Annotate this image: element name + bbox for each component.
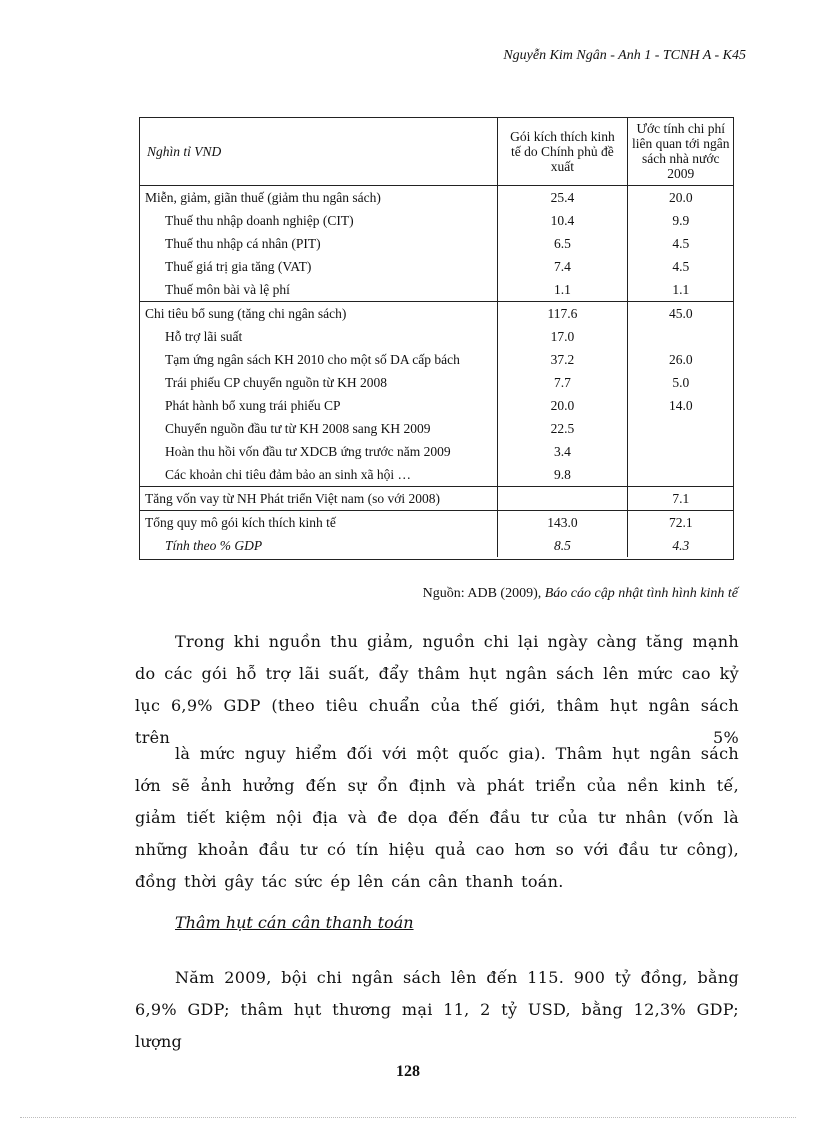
proposed-value: 3.4 xyxy=(498,440,627,463)
budget-cost-value: 4.3 xyxy=(672,538,690,553)
row-label: Tính theo % GDP xyxy=(139,534,498,557)
budget-cost-value: 4.5 xyxy=(672,236,690,251)
table-row xyxy=(139,487,734,511)
row-label: Hoàn thu hồi vốn đầu tư XDCB ứng trước năm 2009 xyxy=(139,440,498,463)
section-heading: Thâm hụt cán cân thanh toán xyxy=(175,913,414,932)
table-row xyxy=(139,463,734,487)
budget-cost-value: 1.1 xyxy=(627,278,734,302)
table-row xyxy=(139,511,734,535)
proposed-value: 1.1 xyxy=(498,278,627,302)
proposed-value: 9.8 xyxy=(498,463,627,487)
row-label: Hỗ trợ lãi suất xyxy=(139,325,498,348)
source-label: Nguồn: xyxy=(422,586,465,601)
budget-cost-value: 5.0 xyxy=(672,375,690,390)
proposed-value: 25.4 xyxy=(498,186,627,210)
budget-cost-value xyxy=(627,417,734,440)
stimulus-table xyxy=(139,117,734,557)
row-label: Thuế thu nhập doanh nghiệp (CIT) xyxy=(139,209,498,232)
table-row xyxy=(139,534,734,557)
proposed-value: 143.0 xyxy=(498,511,627,535)
proposed-value: 8.5 xyxy=(498,534,627,557)
proposed-value: 22.5 xyxy=(498,417,627,440)
proposed-value: 117.6 xyxy=(498,302,627,326)
budget-cost-value: 7.1 xyxy=(627,487,734,511)
budget-cost-header: Ước tính chi phí liên quan tới ngân sách nhà nước 2009 xyxy=(627,117,734,186)
source-note xyxy=(423,586,738,602)
unit-header: Nghìn tỉ VND xyxy=(139,117,498,186)
row-label: Miễn, giảm, giãn thuế (giảm thu ngân sách) xyxy=(139,186,498,210)
budget-cost-value xyxy=(627,325,734,348)
budget-cost-value: 4.5 xyxy=(672,259,690,274)
table-header-row xyxy=(139,117,734,186)
table-row xyxy=(139,209,734,232)
proposed-value: 7.4 xyxy=(498,255,627,278)
table-row xyxy=(139,186,734,210)
table-row xyxy=(139,232,734,255)
paragraph-3: Năm 2009, bội chi ngân sách lên đến 115. 900 tỷ đồng, bằng 6,9% GDP; thâm hụt thương mại 11, 2 tỷ USD, bằng 12,3% GDP; lượng xyxy=(135,968,739,1051)
budget-cost-value: 20.0 xyxy=(668,190,693,205)
table-row xyxy=(139,394,734,417)
table-row xyxy=(139,371,734,394)
row-label: Các khoản chi tiêu đảm bảo an sinh xã hội … xyxy=(139,463,498,487)
budget-cost-value: 14.0 xyxy=(668,398,693,413)
table-row xyxy=(139,325,734,348)
budget-cost-value: 9.9 xyxy=(672,213,690,228)
paragraph-2: là mức nguy hiểm đối với một quốc gia). Thâm hụt ngân sách lớn sẽ ảnh hưởng đến sự ổn định và phát triển của nền kinh tế, giảm tiết kiệm nội địa và đe dọa đến đầu tư của tư nhân (vốn là những khoản đầu tư có tín hiệu quả cao hơn so với đầu tư công), đồng thời gây tác sức ép lên cán cân thanh toán. xyxy=(135,744,739,891)
row-label: Thuế thu nhập cá nhân (PIT) xyxy=(139,232,498,255)
table-row xyxy=(139,302,734,326)
proposed-value: 37.2 xyxy=(498,348,627,371)
row-label: Thuế giá trị gia tăng (VAT) xyxy=(139,255,498,278)
page-footer-rule xyxy=(20,1117,796,1118)
page-number: 128 xyxy=(396,1063,420,1080)
row-label: Tổng quy mô gói kích thích kinh tế xyxy=(139,511,498,535)
budget-cost-value: 45.0 xyxy=(668,306,693,321)
proposed-value: 20.0 xyxy=(498,394,627,417)
budget-cost-value: 26.0 xyxy=(668,352,693,367)
proposed-value: 10.4 xyxy=(498,209,627,232)
proposed-value: 17.0 xyxy=(498,325,627,348)
row-label: Trái phiếu CP chuyển nguồn từ KH 2008 xyxy=(139,371,498,394)
source-org: ADB (2009), xyxy=(464,586,542,601)
running-header: Nguyễn Kim Ngân - Anh 1 - TCNH A - K45 xyxy=(503,48,746,63)
row-label: Chuyển nguồn đầu tư từ KH 2008 sang KH 2009 xyxy=(139,417,498,440)
table-row xyxy=(139,348,734,371)
proposed-value: 7.7 xyxy=(498,371,627,394)
source-title: Báo cáo cập nhật tình hình kinh tế xyxy=(541,586,738,601)
proposed-value xyxy=(498,487,627,511)
row-label: Tạm ứng ngân sách KH 2010 cho một số DA cấp bách xyxy=(139,348,498,371)
paragraph-1: Trong khi nguồn thu giảm, nguồn chi lại ngày càng tăng mạnh do các gói hỗ trợ lãi suất, đẩy thâm hụt ngân sách lên mức cao kỷ lục 6,9% GDP (theo tiêu chuẩn của thế giới, thâm hụt ngân sách trên 5% xyxy=(135,632,739,747)
row-label: Chi tiêu bổ sung (tăng chi ngân sách) xyxy=(139,302,498,326)
table-row xyxy=(139,440,734,463)
table-row xyxy=(139,255,734,278)
row-label: Phát hành bổ xung trái phiếu CP xyxy=(139,394,498,417)
row-label: Tăng vốn vay từ NH Phát triển Việt nam (so với 2008) xyxy=(139,487,498,511)
budget-cost-value xyxy=(627,463,734,487)
proposed-value: 6.5 xyxy=(498,232,627,255)
row-label: Thuế môn bài và lệ phí xyxy=(139,278,498,302)
table-row xyxy=(139,417,734,440)
budget-cost-value xyxy=(627,440,734,463)
table-row xyxy=(139,278,734,302)
budget-cost-value: 72.1 xyxy=(668,515,693,530)
proposed-package-header: Gói kích thích kinh tế do Chính phủ đề xuất xyxy=(498,117,627,186)
